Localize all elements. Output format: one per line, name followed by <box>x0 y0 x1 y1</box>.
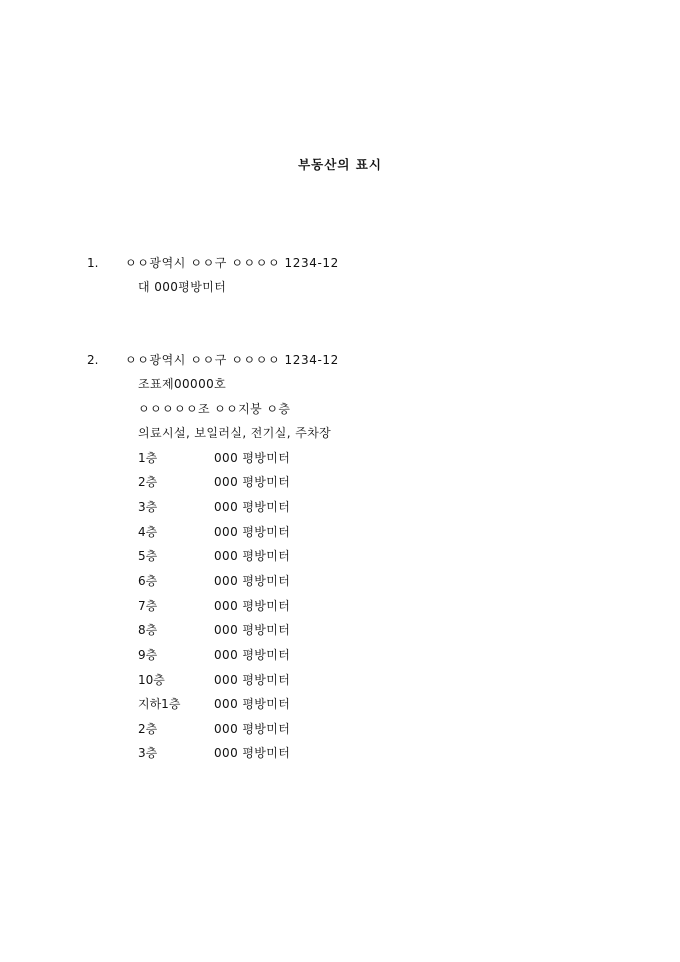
property-2-address: ㅇㅇ광역시 ㅇㅇ구 ㅇㅇㅇㅇ 1234-12 <box>125 353 339 367</box>
floor-area: 000 평방미터 <box>214 722 291 736</box>
floor-area: 000 평방미터 <box>214 525 291 539</box>
floor-label: 6층 <box>138 574 158 588</box>
property-2-building-no: 조표제00000호 <box>138 377 227 391</box>
floor-area: 000 평방미터 <box>214 746 291 760</box>
floor-area: 000 평방미터 <box>214 697 291 711</box>
property-1-address: ㅇㅇ광역시 ㅇㅇ구 ㅇㅇㅇㅇ 1234-12 <box>125 256 339 270</box>
floor-label: 2층 <box>138 475 158 489</box>
floor-area: 000 평방미터 <box>214 623 291 637</box>
floor-area: 000 평방미터 <box>214 475 291 489</box>
floor-label: 3층 <box>138 746 158 760</box>
floor-label: 10층 <box>138 673 165 687</box>
floor-area: 000 평방미터 <box>214 451 291 465</box>
floor-area: 000 평방미터 <box>214 500 291 514</box>
property-2-usage: 의료시설, 보일러실, 전기실, 주차장 <box>138 426 332 440</box>
floor-label: 7층 <box>138 599 158 613</box>
floor-label: 5층 <box>138 549 158 563</box>
floor-area: 000 평방미터 <box>214 648 291 662</box>
floor-label: 4층 <box>138 525 158 539</box>
floor-area: 000 평방미터 <box>214 574 291 588</box>
floor-label: 2층 <box>138 722 158 736</box>
document-title: 부동산의 표시 <box>298 157 382 172</box>
property-2-structure: ㅇㅇㅇㅇㅇ조 ㅇㅇ지붕 ㅇ층 <box>138 402 291 416</box>
floor-area: 000 평방미터 <box>214 549 291 563</box>
floor-area: 000 평방미터 <box>214 673 291 687</box>
floor-label: 3층 <box>138 500 158 514</box>
floor-label: 1층 <box>138 451 158 465</box>
property-1-number: 1. <box>87 256 99 270</box>
floor-area: 000 평방미터 <box>214 599 291 613</box>
floor-label: 8층 <box>138 623 158 637</box>
property-1-land: 대 000평방미터 <box>138 280 227 294</box>
floor-label: 9층 <box>138 648 158 662</box>
property-2-number: 2. <box>87 353 99 367</box>
floor-label: 지하1층 <box>138 697 181 711</box>
